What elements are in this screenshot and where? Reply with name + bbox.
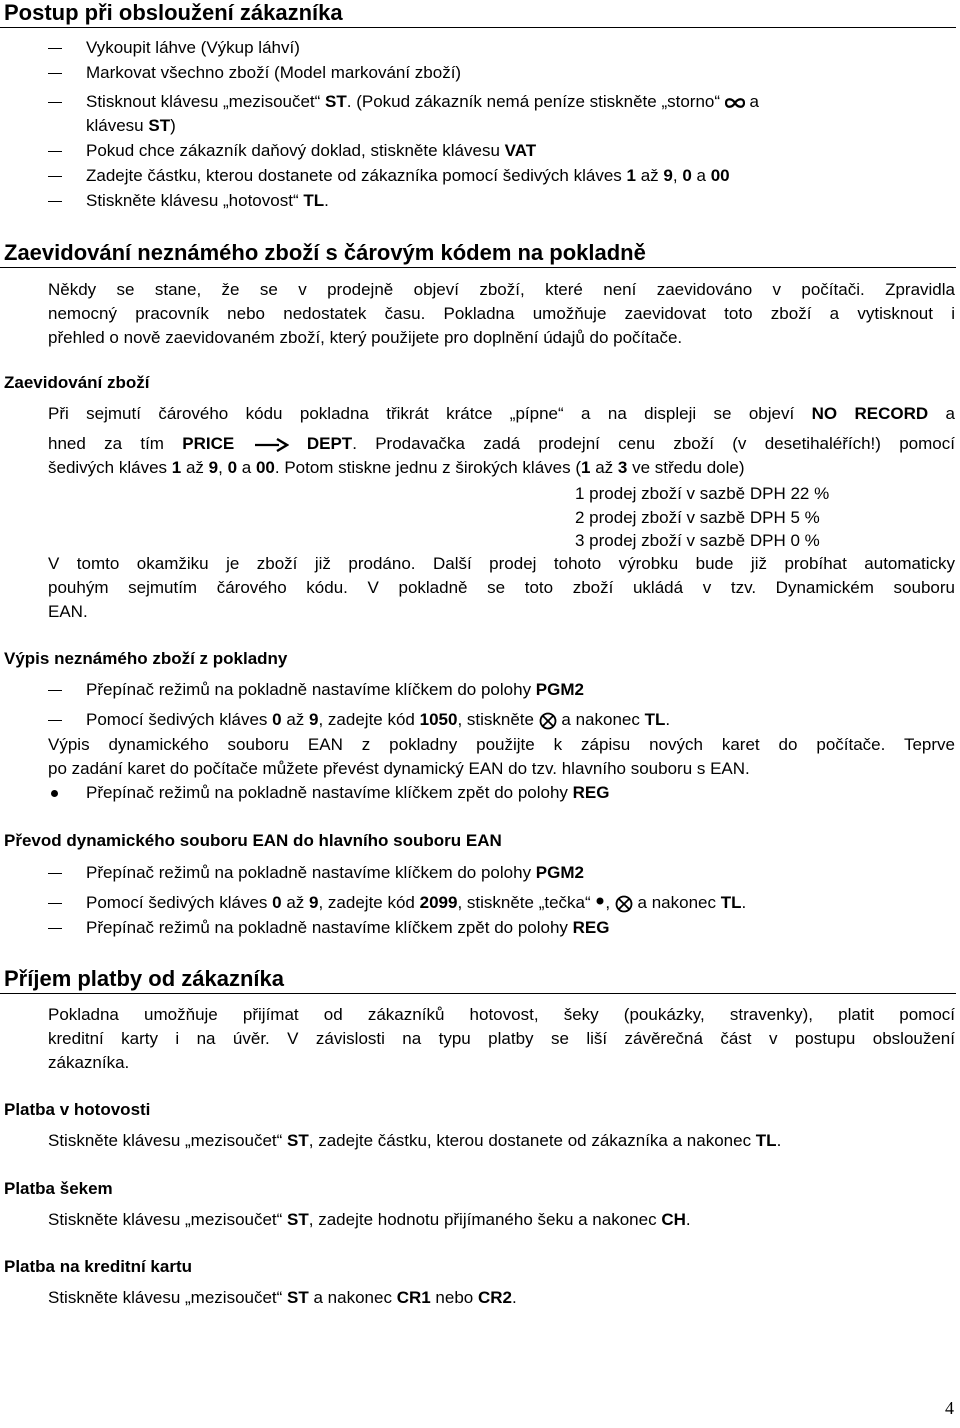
paragraph-line: Výpis dynamického souboru EAN z pokladny použijte k zápisu nových karet do počítače. Teprve [48, 735, 955, 754]
subsection-title-cheque: Platba šekem [4, 1179, 113, 1198]
list-item-text: Přepínač režimů na pokladně nastavíme klíčkem do polohy PGM2 [86, 680, 584, 699]
paragraph-line: kreditní karty i na úvěr. V závislosti na typu platby se liší závěrečná část v postupu obsloužení [48, 1029, 955, 1048]
dash-marker [48, 176, 62, 177]
dash-marker [48, 928, 62, 929]
paragraph-line: hned za tím PRICE DEPT. Prodavačka zadá prodejní cenu zboží (v desetihaléřích!) pomocí [48, 434, 955, 453]
list-item [48, 61, 948, 86]
dot-icon [595, 895, 605, 913]
paragraph-line: EAN. [48, 602, 88, 621]
paragraph-line: Při sejmutí čárového kódu pokladna třikrát krátce „pípne“ a na displeji se objeví NO RECORD a [48, 404, 955, 423]
dash-marker [48, 48, 62, 49]
paragraph-line: nemocný pracovník nebo nedostatek času. Pokladna umožňuje zaevidovat toto zboží a vytisknout i [48, 304, 955, 323]
subsection-title-card: Platba na kreditní kartu [4, 1257, 192, 1276]
list-item [48, 891, 948, 916]
vat-rate-line: 2 prodej zboží v sazbě DPH 5 % [575, 508, 820, 527]
paragraph-line: přehled o nově zaevidovaném zboží, který použijete pro doplnění údajů do počítače. [48, 328, 683, 347]
right-arrow-icon [253, 438, 289, 452]
list-item [48, 90, 948, 115]
list-item-text: Přepínač režimů na pokladně nastavíme klíčkem zpět do polohy REG [86, 783, 610, 802]
dash-marker [48, 720, 62, 721]
list-item-text: Stisknout klávesu „mezisoučet“ ST. (Pokud zákazník nemá peníze stiskněte „storno“ a [86, 92, 759, 111]
paragraph-line: po zadání karet do počítače můžete převést dynamický EAN do tzv. hlavního souboru s EAN. [48, 759, 750, 778]
list-item-text: Zadejte částku, kterou dostanete od zákazníka pomocí šedivých kláves 1 až 9, 0 a 00 [86, 166, 730, 185]
paragraph-line: Pokladna umožňuje přijímat od zákazníků hotovost, šeky (poukázky, stravenky), platit pomocí [48, 1005, 955, 1024]
bullet-item [48, 781, 948, 806]
paragraph-line: šedivých kláves 1 až 9, 0 a 00. Potom stiskne jednu z širokých kláves (1 až 3 ve středu dole) [48, 458, 745, 477]
list-item-text: Vykoupit láhve (Výkup láhví) [86, 38, 300, 57]
vat-rate-line: 1 prodej zboží v sazbě DPH 22 % [575, 484, 830, 503]
dash-marker [48, 151, 62, 152]
section-title-payment: Příjem platby od zákazníka [0, 966, 956, 994]
list-item [48, 36, 948, 61]
dash-marker [48, 102, 62, 103]
dash-marker [48, 201, 62, 202]
paragraph-line: Někdy se stane, že se v prodejně objeví zboží, které není zaevidováno v počítači. Zpravidla [48, 280, 955, 299]
vat-rate-line: 3 prodej zboží v sazbě DPH 0 % [575, 531, 820, 550]
dash-marker [48, 903, 62, 904]
bullet-dot [51, 790, 58, 797]
list-item-text: Pokud chce zákazník daňový doklad, stiskněte klávesu VAT [86, 141, 537, 160]
list-item [48, 139, 948, 164]
list-item-text: Pomocí šedivých kláves 0 až 9, zadejte kód 2099, stiskněte „tečka“ , a nakonec TL. [86, 893, 747, 912]
list-item-continuation: klávesu ST) [86, 116, 176, 135]
list-item-text: Stiskněte klávesu „hotovost“ TL. [86, 191, 329, 210]
dash-marker [48, 690, 62, 691]
section-title-unknown-goods: Zaevidování neznámého zboží s čárovým kódem na pokladně [0, 240, 956, 268]
list-item [48, 916, 948, 941]
list-item [48, 708, 948, 733]
paragraph-line: pouhým sejmutím čárového kódu. V pokladně se toto zboží ukládá v tzv. Dynamickém souboru [48, 578, 955, 597]
subsection-title-listing: Výpis neznámého zboží z pokladny [4, 649, 288, 668]
paragraph-line: zákazníka. [48, 1053, 130, 1072]
circled-x-icon [615, 895, 633, 913]
list-item [48, 189, 948, 214]
list-item [48, 678, 948, 703]
subsection-title-register-goods: Zaevidování zboží [4, 373, 150, 392]
paragraph-line: Stiskněte klávesu „mezisoučet“ ST, zadejte hodnotu přijímaného šeku a nakonec CH. [48, 1210, 691, 1229]
paragraph-line: Stiskněte klávesu „mezisoučet“ ST, zadejte částku, kterou dostanete od zákazníka a nakonec TL. [48, 1131, 782, 1150]
list-item [48, 861, 948, 886]
paragraph-line: Stiskněte klávesu „mezisoučet“ ST a nakonec CR1 nebo CR2. [48, 1288, 517, 1307]
list-item [48, 164, 948, 189]
subsection-title-transfer: Převod dynamického souboru EAN do hlavního souboru EAN [4, 831, 502, 850]
list-item-text: Přepínač režimů na pokladně nastavíme klíčkem do polohy PGM2 [86, 863, 584, 882]
infinity-icon [725, 98, 745, 108]
subsection-title-cash: Platba v hotovosti [4, 1100, 151, 1119]
circled-x-icon [539, 712, 557, 730]
list-item-text: Pomocí šedivých kláves 0 až 9, zadejte kód 1050, stiskněte a nakonec TL. [86, 710, 671, 729]
list-item-text: Markovat všechno zboží (Model markování zboží) [86, 63, 462, 82]
page-number: 4 [945, 1397, 954, 1418]
dash-marker [48, 873, 62, 874]
paragraph-line: V tomto okamžiku je zboží již prodáno. Další prodej tohoto výrobku bude již probíhat automaticky [48, 554, 955, 573]
section-title-customer-service: Postup při obsloužení zákazníka [0, 0, 956, 28]
list-item-text: Přepínač režimů na pokladně nastavíme klíčkem zpět do polohy REG [86, 918, 610, 937]
dash-marker [48, 73, 62, 74]
